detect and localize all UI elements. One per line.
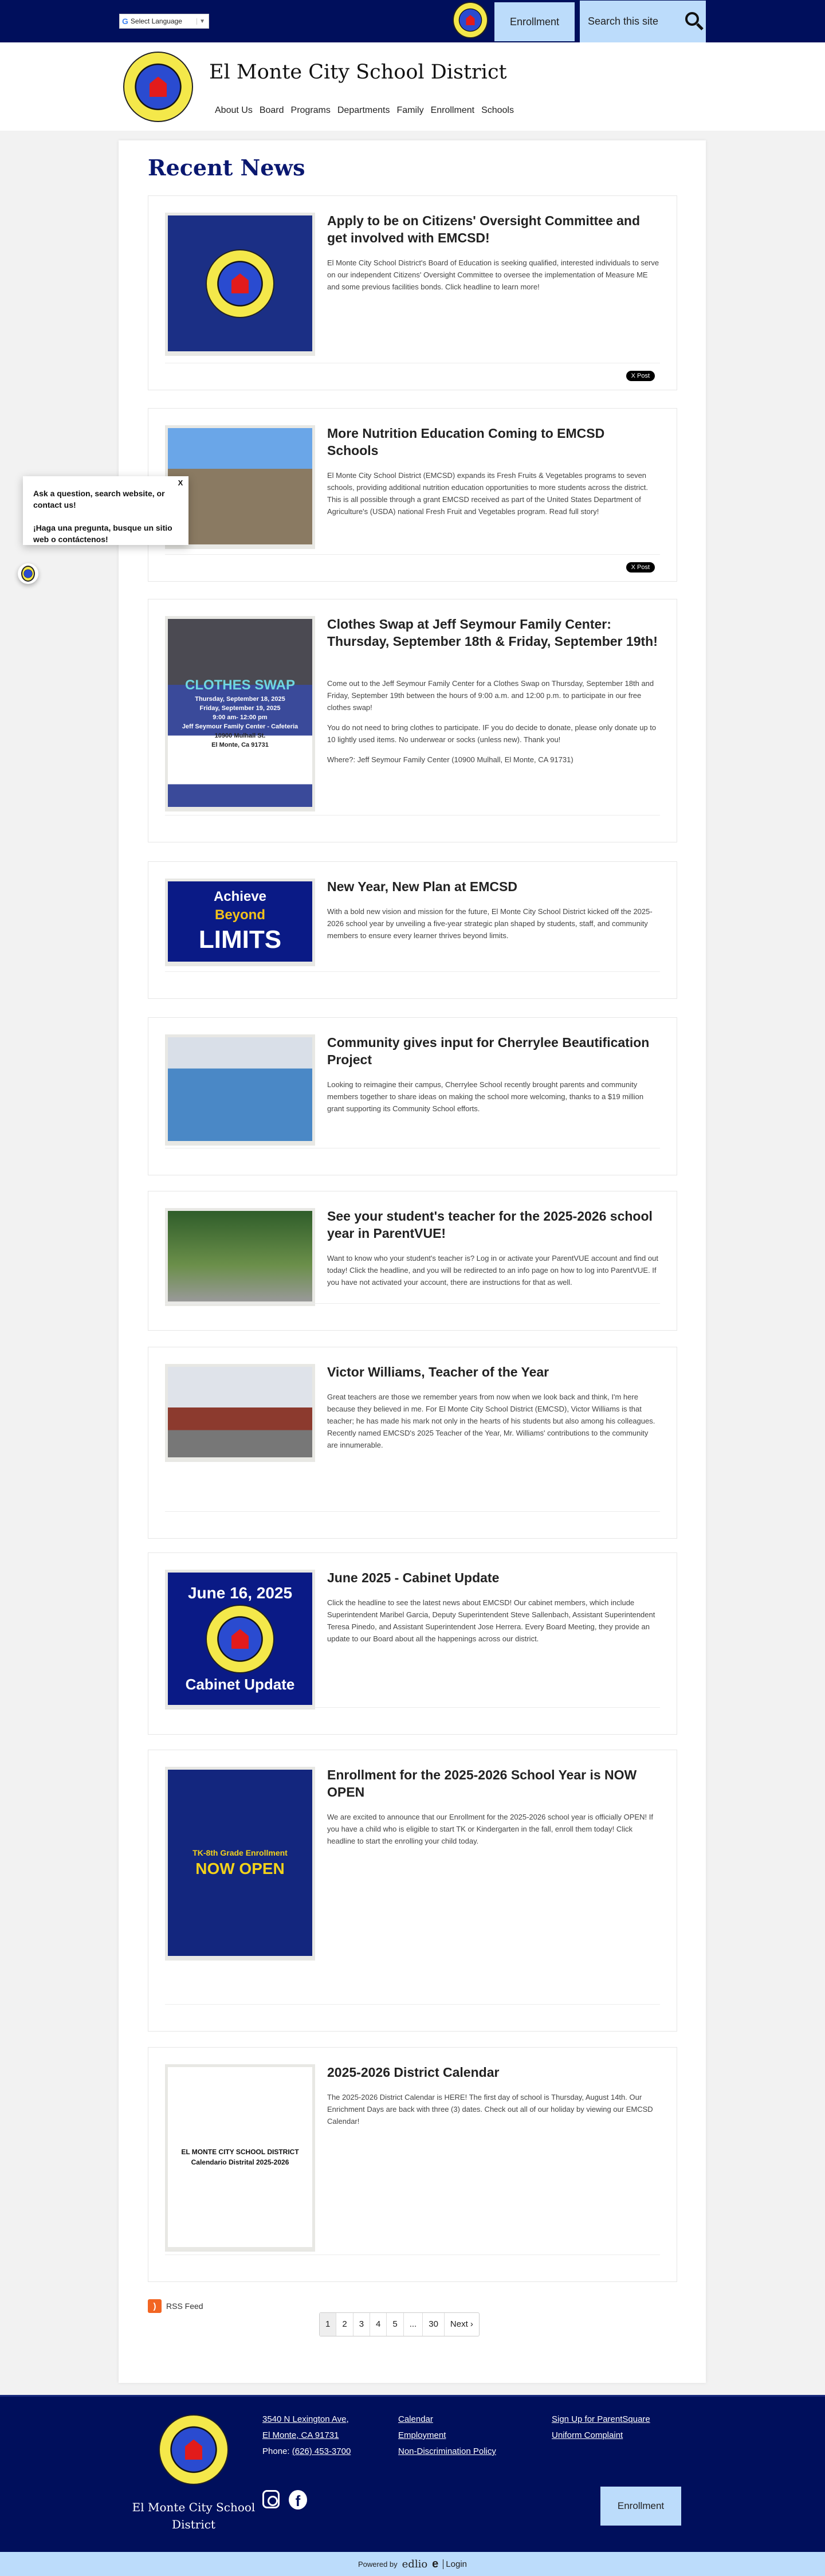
news-image[interactable] xyxy=(165,1034,315,1146)
page-2[interactable]: 2 xyxy=(336,2313,353,2336)
image-text: NOW OPEN xyxy=(195,1859,285,1877)
news-image[interactable] xyxy=(165,616,315,811)
instagram-icon[interactable] xyxy=(262,2490,280,2508)
footer-enrollment-button[interactable]: Enrollment xyxy=(600,2487,681,2526)
pagination xyxy=(319,2312,480,2336)
image-text: Cabinet Update xyxy=(185,1676,295,1693)
footer-non-discrimination-link[interactable]: Non-Discrimination Policy xyxy=(398,2446,496,2456)
news-image[interactable] xyxy=(165,1364,315,1462)
address-line1-link[interactable]: 3540 N Lexington Ave, xyxy=(262,2414,349,2424)
district-seal-logo[interactable] xyxy=(453,2,488,38)
nav-family[interactable]: Family xyxy=(396,105,424,115)
news-summary-paragraph: Come out to the Jeff Seymour Family Center for a Clothes Swap on Thursday, September 18th and Friday, September 19th between the hours of 9:00 a.m. and 12:00 p.m. to participate in our free clothes swap! xyxy=(327,679,654,712)
page-4[interactable]: 4 xyxy=(370,2313,387,2336)
news-summary-paragraph: El Monte City School District's Board of Education is seeking qualified, interested individuals to serve on our independent Citizens' Oversight Committee to oversee the implementation of Measure ME and some previous facilities bonds. Click headline to learn more! xyxy=(327,258,659,291)
image-text: June 16, 2025 xyxy=(187,1584,293,1602)
news-image-art xyxy=(168,215,312,351)
district-seal-logo[interactable] xyxy=(123,52,193,122)
rss-icon: ) xyxy=(148,2299,162,2313)
phone-link[interactable]: (626) 453-3700 xyxy=(292,2446,351,2456)
nav-schools[interactable]: Schools xyxy=(481,105,514,115)
nav-departments[interactable]: Departments xyxy=(337,105,390,115)
news-title[interactable]: Victor Williams, Teacher of the Year xyxy=(327,1365,549,1379)
footer-employment-link[interactable]: Employment xyxy=(398,2430,446,2440)
news-image-art xyxy=(168,428,312,544)
image-caption xyxy=(168,1573,312,1705)
language-select[interactable] xyxy=(119,14,209,29)
card-divider xyxy=(165,2004,660,2005)
news-card xyxy=(148,1347,677,1539)
dropdown-arrow-icon: ▼ xyxy=(197,18,205,25)
image-caption xyxy=(168,619,312,807)
rss-feed-link[interactable] xyxy=(148,2299,203,2313)
news-image-art xyxy=(168,2067,312,2247)
news-summary-paragraph: El Monte City School District (EMCSD) expands its Fresh Fruits & Vegetables programs to seven schools, providing additional nutrition education opportunities to more students across the district. This is all possible through a grant EMCSD received as part of the United States Department of Agriculture's (USDA) national Fresh Fruit and Vegetables program. Read full story! xyxy=(327,471,649,516)
district-seal-logo xyxy=(206,1605,274,1673)
footer-district-name: El Monte City School District xyxy=(132,2500,256,2531)
news-image[interactable] xyxy=(165,213,315,356)
image-caption xyxy=(168,1367,312,1457)
main-nav xyxy=(214,105,520,116)
news-summary xyxy=(327,1391,659,1459)
card-divider xyxy=(165,1707,660,1708)
image-caption xyxy=(168,1770,312,1956)
image-caption xyxy=(168,1211,312,1301)
image-text: EL MONTE CITY SCHOOL DISTRICT xyxy=(181,2148,299,2156)
news-summary-paragraph: Want to know who your student's teacher is? Log in or activate your ParentVUE account and find out today! Click the headline, and you will be redirected to an info page on how to log into ParentVUE. If you have not activated your account, there are instructions for that as well. xyxy=(327,1254,658,1287)
news-image-art xyxy=(168,1037,312,1141)
news-summary xyxy=(327,469,659,526)
footer-calendar-link[interactable]: Calendar xyxy=(398,2414,433,2424)
news-title[interactable]: Enrollment for the 2025-2026 School Year is NOW OPEN xyxy=(327,1767,637,1799)
image-text: CLOTHES SWAP xyxy=(184,677,295,693)
news-image-art xyxy=(168,1770,312,1956)
news-card xyxy=(148,861,677,999)
search-icon[interactable] xyxy=(685,12,699,26)
powered-by-bar xyxy=(0,2552,825,2576)
nav-programs[interactable]: Programs xyxy=(290,105,331,115)
news-card xyxy=(148,1552,677,1735)
news-summary-paragraph: The 2025-2026 District Calendar is HERE! The first day of school is Thursday, August 14th. Our Enrichment Days are back with three (3) dates. Check out all of our holiday by viewing our EMCSD Calendar! xyxy=(327,2093,653,2126)
enrollment-button[interactable]: Enrollment xyxy=(494,2,575,41)
news-summary xyxy=(327,1597,659,1653)
close-icon[interactable]: X xyxy=(175,477,186,489)
card-divider xyxy=(165,554,660,555)
news-image[interactable] xyxy=(165,1208,315,1306)
news-title[interactable]: June 2025 - Cabinet Update xyxy=(327,1570,500,1585)
chat-prompt-bubble[interactable] xyxy=(23,476,188,545)
image-text: 9:00 am- 12:00 pm xyxy=(213,714,268,721)
news-summary xyxy=(327,1811,659,1855)
page-30[interactable]: 30 xyxy=(423,2313,445,2336)
next-page-button[interactable]: Next › xyxy=(450,2319,473,2329)
news-card xyxy=(148,1191,677,1331)
chat-text-en: Ask a question, search website, or contact us! xyxy=(33,489,165,509)
news-summary-paragraph: Where?: Jeff Seymour Family Center (10900 Mulhall, El Monte, CA 91731) xyxy=(327,755,573,764)
page-5[interactable]: 5 xyxy=(387,2313,403,2336)
news-title[interactable]: New Year, New Plan at EMCSD xyxy=(327,879,517,894)
image-caption xyxy=(168,215,312,351)
news-summary-paragraph: You do not need to bring clothes to participate. IF you do decide to donate, please only donate up to 10 lightly used items. No underwear or socks (unless new). Thank you! xyxy=(327,723,657,744)
page-title: Recent News xyxy=(148,155,305,181)
news-summary xyxy=(327,2091,659,2135)
facebook-icon[interactable]: f xyxy=(289,2490,307,2510)
footer-seal-logo xyxy=(159,2414,229,2485)
edlio-e-icon: e xyxy=(432,2557,439,2570)
news-card xyxy=(148,1750,677,2032)
news-title[interactable]: 2025-2026 District Calendar xyxy=(327,2065,500,2080)
card-divider xyxy=(165,971,660,972)
news-image-art xyxy=(168,1211,312,1301)
image-text: Jeff Seymour Family Center - Cafeteria xyxy=(182,723,298,730)
news-summary xyxy=(327,905,659,950)
search-placeholder: Search this site xyxy=(588,15,659,27)
nav-about-us[interactable]: About Us xyxy=(215,105,253,115)
news-summary xyxy=(327,677,659,774)
news-card xyxy=(148,599,677,842)
news-summary xyxy=(327,257,659,301)
news-card xyxy=(148,2047,677,2282)
news-summary xyxy=(327,1079,659,1123)
news-card xyxy=(148,408,677,582)
card-divider xyxy=(165,1303,660,1304)
news-title[interactable]: More Nutrition Education Coming to EMCSD Schools xyxy=(327,426,605,458)
news-summary-paragraph: Click the headline to see the latest news about EMCSD! Our cabinet members, which include Superintendent Maribel Garcia, Deputy Superintendent Steve Sallenbach, Assistant Superintendent Teresa Pinedo, and Assistant Superintendent Jose Herrera. Every Board Meeting, they provide an update to our Board about all the happenings across our district. xyxy=(327,1598,655,1643)
image-text: 10900 Mulhall St. xyxy=(214,732,266,739)
news-summary-paragraph: Looking to reimagine their campus, Cherrylee School recently brought parents and community members together to share ideas on making the school more welcoming, thanks to a $19 million grant supporting its Community School efforts. xyxy=(327,1080,644,1113)
image-caption xyxy=(168,1037,312,1141)
image-text: Thursday, September 18, 2025 xyxy=(195,696,285,703)
page-3[interactable]: 3 xyxy=(353,2313,370,2336)
news-summary-paragraph: We are excited to announce that our Enrollment for the 2025-2026 school year is officially OPEN! If you have a child who is eligible to start TK or Kindergarten in the fall, enroll them today! Click headline to start the enrolling your child today. xyxy=(327,1813,653,1845)
image-caption xyxy=(168,2067,312,2247)
news-image-art xyxy=(168,1573,312,1705)
card-divider xyxy=(165,1511,660,1512)
powered-by-label: Powered by xyxy=(358,2559,398,2569)
news-image-art xyxy=(168,1367,312,1457)
news-summary xyxy=(327,1252,659,1296)
x-post-button[interactable]: X Post xyxy=(626,562,655,573)
image-caption xyxy=(168,881,312,962)
login-link[interactable]: Login xyxy=(443,2559,467,2569)
footer-links-col3 xyxy=(552,2412,650,2444)
page-1[interactable]: 1 xyxy=(320,2313,336,2336)
footer-contact xyxy=(262,2412,351,2460)
news-summary-paragraph: Great teachers are those we remember years from now when we look back and think, I'm here because they believed in me. For El Monte City School District (EMCSD), Victor Williams is that teacher; he has made his mark not only in the hearts of his students but also among his colleagues. Recently named EMCSD's 2025 Teacher of the Year, Mr. Williams' contributions to the community are innumerable. xyxy=(327,1393,655,1449)
footer-uniform-complaint-link[interactable]: Uniform Complaint xyxy=(552,2430,623,2440)
image-text: TK-8th Grade Enrollment xyxy=(192,1848,288,1857)
image-text: El Monte, Ca 91731 xyxy=(211,742,269,748)
nav-board[interactable]: Board xyxy=(259,105,284,115)
news-summary-paragraph: With a bold new vision and mission for the future, El Monte City School District kicked off the 2025-2026 school year by unveiling a five-year strategic plan shaped by students, staff, and community members to ensure every learner thrives beyond limits. xyxy=(327,907,653,940)
news-image[interactable] xyxy=(165,879,315,966)
chat-text-es: ¡Haga una pregunta, busque un sitio web o contáctenos! xyxy=(33,523,172,544)
x-post-button[interactable]: X Post xyxy=(626,371,655,381)
news-image[interactable] xyxy=(165,1767,315,1961)
news-image[interactable] xyxy=(165,2064,315,2252)
footer-parentsquare-link[interactable]: Sign Up for ParentSquare xyxy=(552,2414,650,2424)
chat-launcher-button[interactable] xyxy=(18,563,38,584)
social-links xyxy=(262,2490,307,2510)
nav-enrollment[interactable]: Enrollment xyxy=(430,105,475,115)
news-image-art xyxy=(168,881,312,962)
edlio-logo[interactable]: edlio xyxy=(402,2558,428,2570)
rss-label: RSS Feed xyxy=(166,2301,203,2311)
image-text: Calendario Distrital 2025-2026 xyxy=(191,2158,289,2166)
page-ellipsis: ... xyxy=(404,2313,423,2336)
image-text: Friday, September 19, 2025 xyxy=(199,705,281,712)
image-text: Achieve xyxy=(213,889,267,904)
news-title[interactable]: See your student's teacher for the 2025-2026 school year in ParentVUE! xyxy=(327,1209,653,1241)
language-select-label: Select Language xyxy=(130,17,182,25)
image-caption xyxy=(168,428,312,544)
address-line2-link[interactable]: El Monte, CA 91731 xyxy=(262,2430,339,2440)
phone-row xyxy=(262,2446,351,2456)
chat-avatar-icon xyxy=(21,566,35,582)
search-input[interactable] xyxy=(580,1,706,42)
news-image[interactable] xyxy=(165,1570,315,1710)
image-text: Beyond xyxy=(214,907,265,923)
image-text: LIMITS xyxy=(198,926,282,954)
news-card xyxy=(148,1017,677,1175)
site-title[interactable]: El Monte City School District xyxy=(209,61,507,84)
footer-links-col2 xyxy=(398,2412,496,2460)
news-title[interactable]: Apply to be on Citizens' Oversight Committee and get involved with EMCSD! xyxy=(327,213,641,245)
news-title[interactable]: Community gives input for Cherrylee Beautification Project xyxy=(327,1035,650,1067)
news-title[interactable]: Clothes Swap at Jeff Seymour Family Center: Thursday, September 18th & Friday, September 19th! xyxy=(327,617,658,649)
phone-label: Phone: xyxy=(262,2446,292,2456)
district-seal-logo xyxy=(206,249,274,318)
google-icon: G xyxy=(122,17,128,26)
news-image-art xyxy=(168,619,312,807)
news-card xyxy=(148,195,677,390)
